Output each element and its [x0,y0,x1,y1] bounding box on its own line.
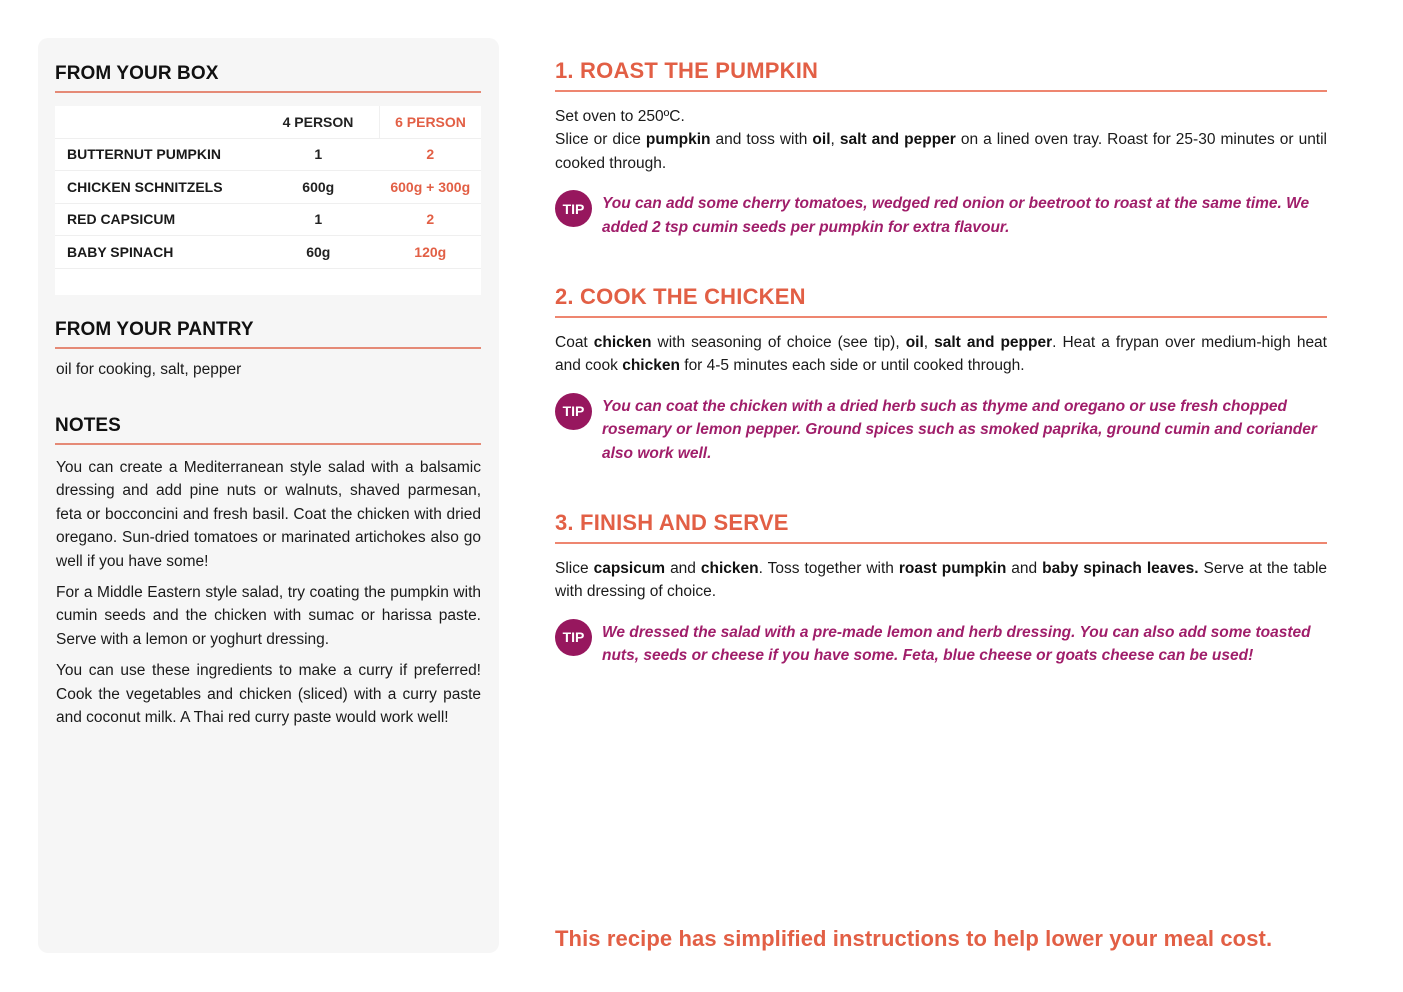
qty-6-person: 2 [380,203,482,236]
step-text: Set oven to 250ºC. [555,108,685,125]
step-title: 2. COOK THE CHICKEN [555,284,1327,318]
bold-ingredient-text: salt and pepper [934,334,1053,351]
step-text: . Heat a frypan over medium-high heat and cook [555,334,1327,375]
step-text: for 4-5 minutes each side or until cooked through. [679,357,1025,375]
qty-4-person: 1 [257,138,380,171]
table-row [55,236,481,269]
qty-4-person: 1 [257,203,380,236]
step-text: Coat [555,334,594,351]
tip-text: You can add some cherry tomatoes, wedged red onion or beetroot to roast at the same time. We added 2 tsp cumin seeds per pumpkin for extra flavour. [602,195,1310,236]
table-row [55,138,481,171]
qty-6-person: 2 [380,138,482,171]
bold-ingredient-text: pumpkin [645,131,711,149]
qty-4-person: 60g [257,236,380,269]
pantry-items: oil for cooking, salt, pepper [56,361,242,378]
from-your-box-heading: FROM YOUR BOX [55,63,481,93]
step-text: and [665,560,701,577]
step-title: 3. FINISH AND SERVE [555,510,1327,544]
tip [555,621,1327,668]
table-row [55,203,481,236]
column-header-ingredient [55,106,257,138]
notes-heading: NOTES [55,415,481,445]
column-header-4-person: 4 PERSON [257,106,380,138]
tip-badge-icon: TIP [555,393,592,430]
step-text: , [830,131,840,149]
step-body [555,557,1327,604]
tip-badge-icon: TIP [555,619,592,656]
ingredient-name: BUTTERNUT PUMPKIN [55,138,257,171]
tip-text: You can coat the chicken with a dried herb such as thyme and oregano or use fresh chopped rosemary or lemon pepper. Ground spices such as smoked paprika, ground cumin and coriander also work well. [602,397,1317,462]
table-row [55,171,481,204]
step-text: Serve at the table with dressing of choice. [555,560,1328,601]
bold-ingredient-text: chicken [622,357,680,375]
notes-paragraph: You can use these ingredients to make a curry if preferred! Cook the vegetables and chicken (sliced) with a curry paste and coconut milk. A Thai red curry paste would work well! [56,662,481,727]
ingredient-name: RED CAPSICUM [55,203,257,236]
notes-body [56,456,481,737]
step-text: , [923,334,935,351]
qty-6-person: 600g + 300g [380,171,482,204]
step-text: Slice or dice [555,131,646,149]
bold-ingredient-text: chicken [700,560,759,577]
bold-ingredient-text: salt and pepper [839,131,956,149]
step-text: on a lined oven tray. Roast for 25-30 minutes or until cooked through. [555,131,1328,172]
bold-ingredient-text: roast pumpkin [898,560,1007,577]
step-title: 1. ROAST THE PUMPKIN [555,58,1327,92]
table-header-row [55,106,481,138]
bold-ingredient-text: capsicum [593,560,666,577]
tip-badge-icon: TIP [555,190,592,227]
step-body [555,105,1327,175]
tip [555,192,1327,239]
step-text: with seasoning of choice (see tip), [651,334,906,351]
step-3 [555,510,1327,668]
simplified-recipe-note: This recipe has simplified instructions to help lower your meal cost. [555,926,1273,951]
bold-ingredient-text: baby spinach leaves. [1042,560,1199,577]
step-1 [555,58,1327,239]
step-text: Slice [555,560,594,577]
ingredient-name: BABY SPINACH [55,236,257,269]
step-2 [555,284,1327,465]
step-text: . Toss together with [758,560,899,577]
from-your-pantry-heading: FROM YOUR PANTRY [55,319,481,349]
step-text: and [1006,560,1043,577]
qty-4-person: 600g [257,171,380,204]
notes-paragraph: You can create a Mediterranean style salad with a balsamic dressing and add pine nuts or walnuts, shaved parmesan, feta or bocconcini and fresh basil. Coat the chicken with dried oregano. Sun-dried tomatoes or marinated artichokes also go well if you have some! [56,459,481,570]
notes-paragraph: For a Middle Eastern style salad, try coating the pumpkin with cumin seeds and the chicken with sumac or harissa paste. Serve with a lemon or yoghurt dressing. [56,584,481,648]
bold-ingredient-text: oil [812,131,831,149]
tip-text: We dressed the salad with a pre-made lemon and herb dressing. You can also add some toasted nuts, seeds or cheese if you have some. Feta, blue cheese or goats cheese can be used! [602,623,1311,665]
ingredient-name: CHICKEN SCHNITZELS [55,171,257,204]
ingredients-table [55,106,481,295]
ingredients-sidebar [38,38,499,953]
step-body [555,331,1327,378]
bold-ingredient-text: chicken [593,334,652,351]
step-text: and toss with [710,131,813,149]
column-header-6-person: 6 PERSON [380,106,482,138]
tip [555,395,1327,465]
bold-ingredient-text: oil [905,334,924,351]
qty-6-person: 120g [380,236,482,269]
